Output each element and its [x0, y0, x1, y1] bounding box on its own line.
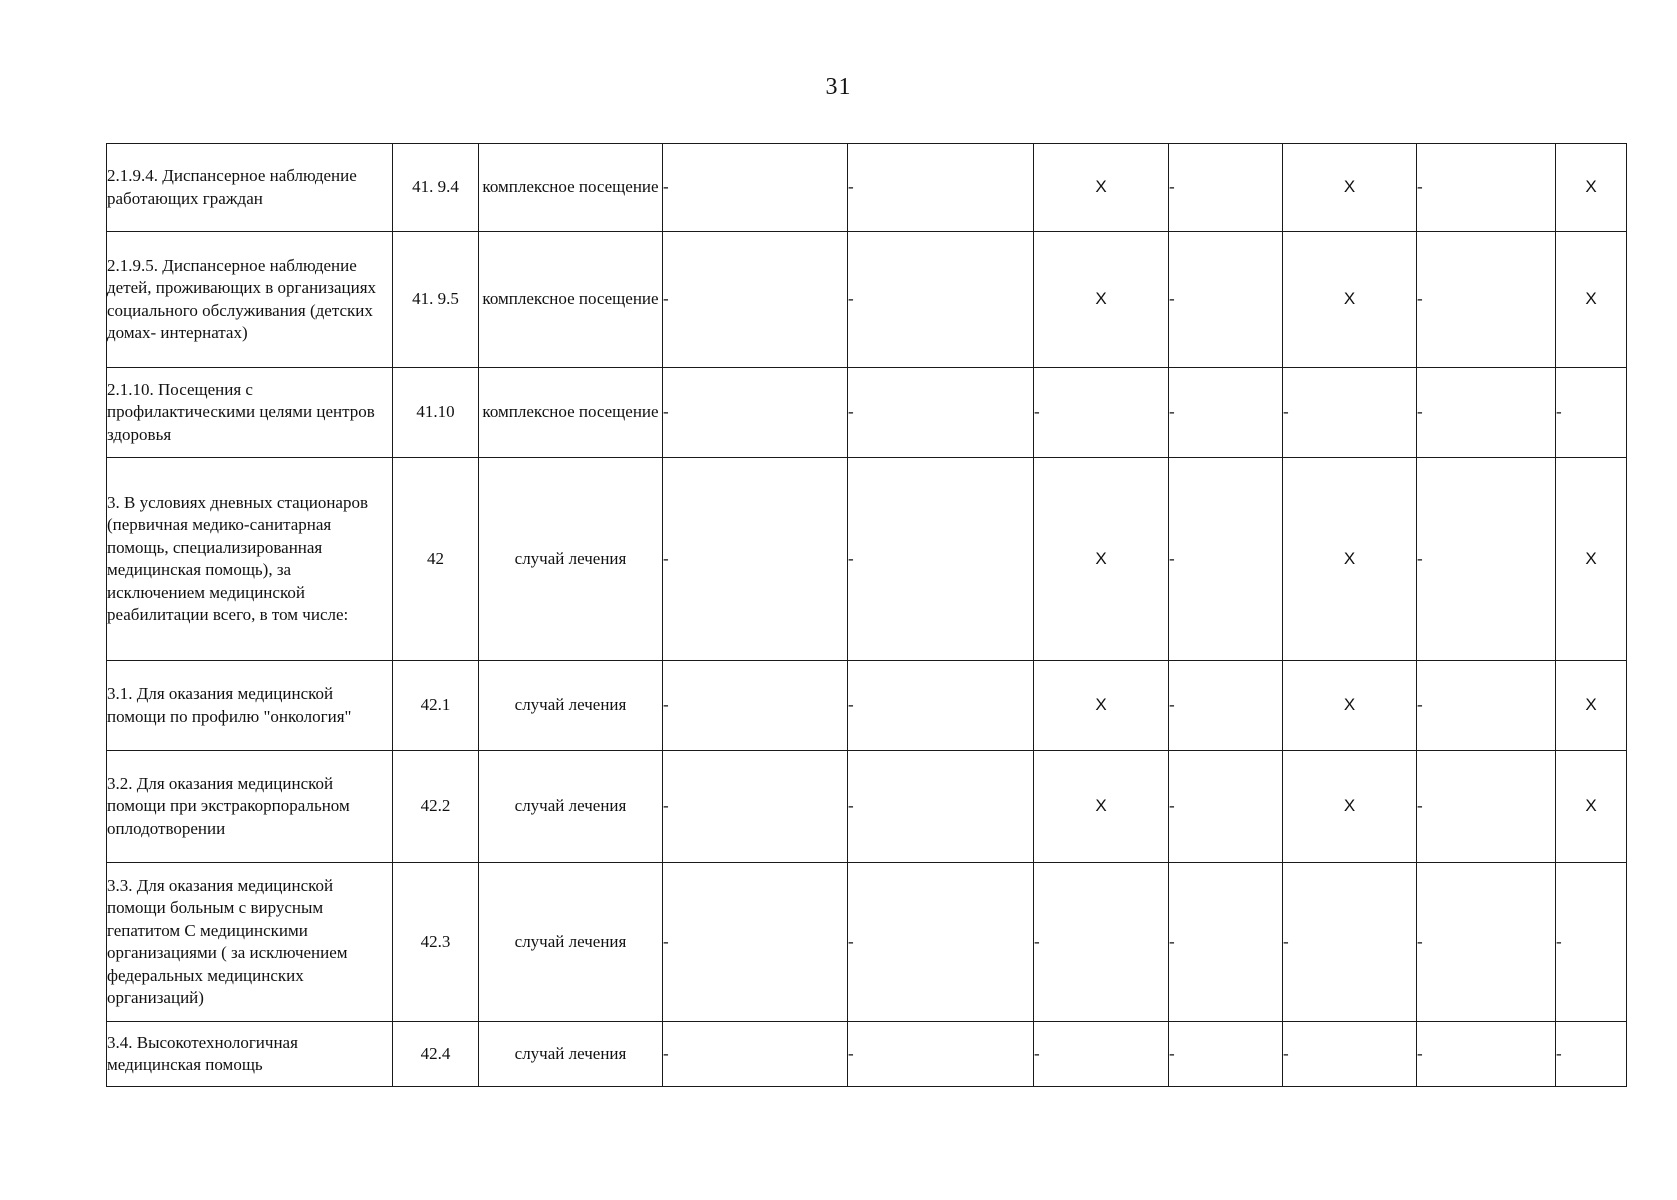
- value-cell-1: -: [663, 863, 848, 1022]
- value-cell-2: -: [848, 144, 1034, 232]
- row-unit-cell: случай лечения: [479, 863, 663, 1022]
- value-cell-7: X: [1556, 458, 1627, 661]
- row-name-cell: 3.4. Высокотехнологичная медицинская помощь: [107, 1022, 393, 1087]
- value-cell-1: -: [663, 368, 848, 458]
- row-unit-cell: случай лечения: [479, 458, 663, 661]
- row-name-cell: 3. В условиях дневных стационаров (первичная медико-санитарная помощь, специализированная медицинская помощь), за исключением медицинской реабилитации всего, в том числе:: [107, 458, 393, 661]
- row-code-cell: 42.2: [393, 751, 479, 863]
- value-cell-5: X: [1283, 144, 1417, 232]
- value-cell-4: -: [1169, 863, 1283, 1022]
- value-cell-5: -: [1283, 863, 1417, 1022]
- row-name-cell: 3.2. Для оказания медицинской помощи при экстракорпоральном оплодотворении: [107, 751, 393, 863]
- value-cell-6: -: [1417, 863, 1556, 1022]
- value-cell-1: -: [663, 1022, 848, 1087]
- value-cell-3: -: [1034, 368, 1169, 458]
- row-code-cell: 41. 9.5: [393, 232, 479, 368]
- value-cell-6: -: [1417, 1022, 1556, 1087]
- value-cell-5: X: [1283, 458, 1417, 661]
- value-cell-1: -: [663, 232, 848, 368]
- row-unit-cell: комплексное посещение: [479, 232, 663, 368]
- value-cell-3: -: [1034, 1022, 1169, 1087]
- row-name-cell: 2.1.10. Посещения с профилактическими целями центров здоровья: [107, 368, 393, 458]
- row-name-cell: 3.3. Для оказания медицинской помощи больным с вирусным гепатитом С медицинскими организациями ( за исключением федеральных медицинских организаций): [107, 863, 393, 1022]
- value-cell-4: -: [1169, 368, 1283, 458]
- table-row: [107, 1022, 1627, 1087]
- row-code-cell: 42.3: [393, 863, 479, 1022]
- value-cell-5: -: [1283, 368, 1417, 458]
- row-unit-cell: случай лечения: [479, 1022, 663, 1087]
- services-table: [106, 143, 1627, 1087]
- value-cell-3: X: [1034, 144, 1169, 232]
- row-unit-cell: случай лечения: [479, 751, 663, 863]
- table-row: [107, 458, 1627, 661]
- value-cell-6: -: [1417, 368, 1556, 458]
- value-cell-4: -: [1169, 232, 1283, 368]
- value-cell-3: X: [1034, 661, 1169, 751]
- row-code-cell: 42: [393, 458, 479, 661]
- value-cell-2: -: [848, 1022, 1034, 1087]
- table-body: [107, 144, 1627, 1087]
- value-cell-4: -: [1169, 144, 1283, 232]
- row-name-cell: 2.1.9.4. Диспансерное наблюдение работающих граждан: [107, 144, 393, 232]
- value-cell-6: -: [1417, 232, 1556, 368]
- row-unit-cell: случай лечения: [479, 661, 663, 751]
- value-cell-3: X: [1034, 751, 1169, 863]
- row-name-cell: 3.1. Для оказания медицинской помощи по профилю "онкология": [107, 661, 393, 751]
- row-code-cell: 42.4: [393, 1022, 479, 1087]
- value-cell-7: -: [1556, 368, 1627, 458]
- value-cell-3: X: [1034, 458, 1169, 661]
- value-cell-2: -: [848, 368, 1034, 458]
- value-cell-7: X: [1556, 661, 1627, 751]
- value-cell-4: -: [1169, 661, 1283, 751]
- value-cell-1: -: [663, 144, 848, 232]
- value-cell-7: X: [1556, 144, 1627, 232]
- table-row: [107, 144, 1627, 232]
- value-cell-5: -: [1283, 1022, 1417, 1087]
- value-cell-6: -: [1417, 144, 1556, 232]
- value-cell-2: -: [848, 232, 1034, 368]
- value-cell-6: -: [1417, 751, 1556, 863]
- table-row: [107, 751, 1627, 863]
- row-name-cell: 2.1.9.5. Диспансерное наблюдение детей, проживающих в организациях социального обслуживания (детских домах- интернатах): [107, 232, 393, 368]
- value-cell-7: -: [1556, 1022, 1627, 1087]
- value-cell-5: X: [1283, 751, 1417, 863]
- value-cell-2: -: [848, 863, 1034, 1022]
- value-cell-5: X: [1283, 232, 1417, 368]
- value-cell-7: X: [1556, 232, 1627, 368]
- row-unit-cell: комплексное посещение: [479, 144, 663, 232]
- row-code-cell: 41.10: [393, 368, 479, 458]
- value-cell-5: X: [1283, 661, 1417, 751]
- value-cell-6: -: [1417, 458, 1556, 661]
- value-cell-3: X: [1034, 232, 1169, 368]
- value-cell-1: -: [663, 751, 848, 863]
- page-number: 31: [825, 74, 852, 100]
- value-cell-2: -: [848, 458, 1034, 661]
- value-cell-3: -: [1034, 863, 1169, 1022]
- table-row: [107, 368, 1627, 458]
- table-row: [107, 863, 1627, 1022]
- table-row: [107, 232, 1627, 368]
- value-cell-4: -: [1169, 751, 1283, 863]
- value-cell-7: X: [1556, 751, 1627, 863]
- value-cell-1: -: [663, 458, 848, 661]
- row-code-cell: 41. 9.4: [393, 144, 479, 232]
- value-cell-7: -: [1556, 863, 1627, 1022]
- value-cell-1: -: [663, 661, 848, 751]
- value-cell-2: -: [848, 751, 1034, 863]
- value-cell-2: -: [848, 661, 1034, 751]
- table-row: [107, 661, 1627, 751]
- row-code-cell: 42.1: [393, 661, 479, 751]
- value-cell-6: -: [1417, 661, 1556, 751]
- row-unit-cell: комплексное посещение: [479, 368, 663, 458]
- value-cell-4: -: [1169, 1022, 1283, 1087]
- value-cell-4: -: [1169, 458, 1283, 661]
